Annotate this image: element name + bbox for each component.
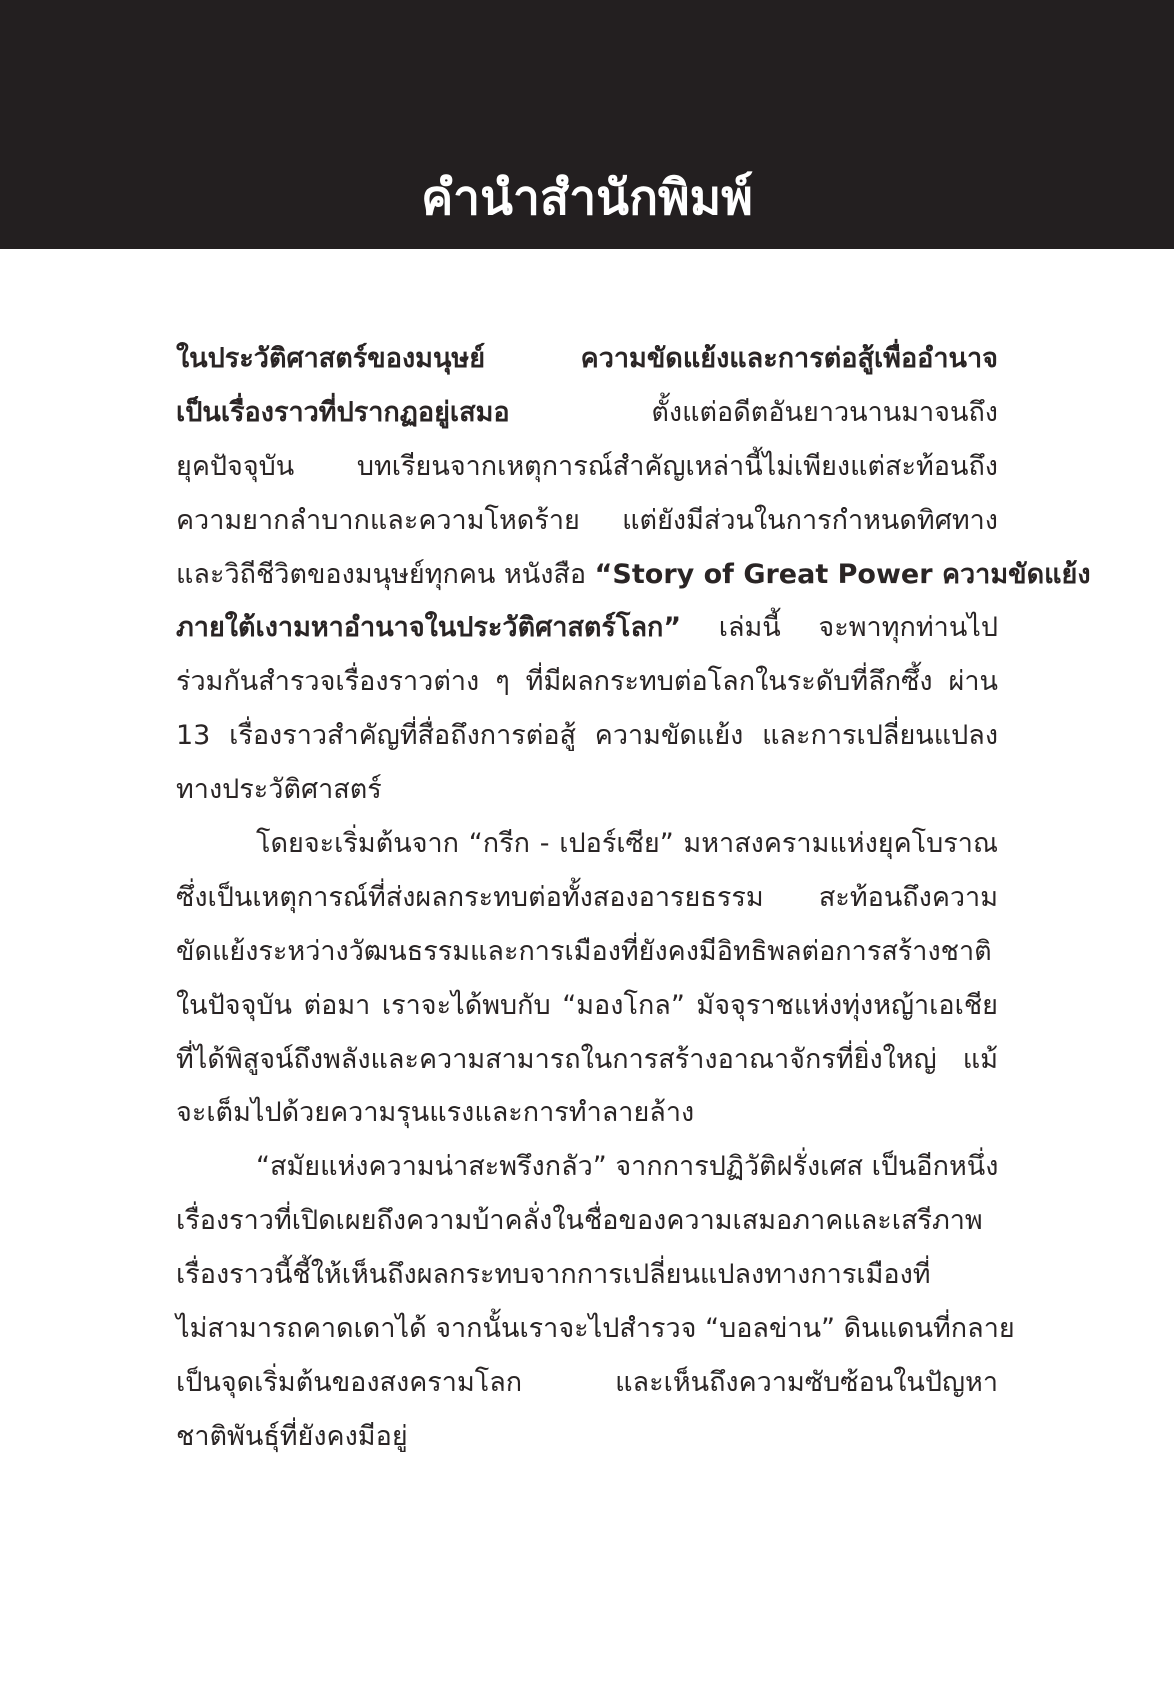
text-line [176,440,998,494]
paragraph [176,1140,1015,1463]
text-run: ชาติพันธุ์ที่ยังคงมีอยู่ [176,1420,408,1452]
text-run: ความยากลำบากและความโหดร้าย แต่ยังมีส่วนในการกำหนดทิศทาง [176,504,998,536]
text-run: และวิถีชีวิตของมนุษย์ทุกคน หนังสือ [176,558,595,590]
text-run: เป็นจุดเริ่มต้นของสงครามโลก และเห็นถึงความซับซ้อนในปัญหา [176,1366,998,1398]
paragraph [176,817,998,1140]
text-line [176,332,998,386]
text-line [176,1140,998,1194]
text-run: เล่มนี้ จะพาทุกท่านไป [681,612,998,644]
text-line [176,1194,998,1248]
text-run: ในปัจจุบัน ต่อมา เราจะได้พบกับ “มองโกล” มัจจุราชแห่งทุ่งหญ้าเอเชีย [176,989,998,1021]
text-line [176,763,998,817]
bold-text-run: ภายใต้เงามหาอำนาจในประวัติศาสตร์โลก” [176,612,682,644]
text-line [176,925,998,979]
text-run: ยุคปัจจุบัน บทเรียนจากเหตุการณ์สำคัญเหล่านี้ไม่เพียงแต่สะท้อนถึง [176,450,998,482]
text-run: เรื่องราวนี้ชี้ให้เห็นถึงผลกระทบจากการเปลี่ยนแปลงทางการเมืองที่ [176,1259,931,1291]
text-run: “สมัยแห่งความน่าสะพรึงกลัว” จากการปฏิวัติฝรั่งเศส เป็นอีกหนึ่ง [256,1151,999,1183]
bold-text-run: เป็นเรื่องราวที่ปรากฏอยู่เสมอ [176,396,510,428]
text-run: ทางประวัติศาสตร์ [176,774,382,806]
text-line [176,709,998,763]
text-line [176,1356,998,1410]
paragraph [176,332,1091,817]
text-line [176,871,998,925]
text-run: ขัดแย้งระหว่างวัฒนธรรมและการเมืองที่ยังคงมีอิทธิพลต่อการสร้างชาติ [176,935,992,967]
bold-text-run: ในประวัติศาสตร์ของมนุษย์ ความขัดแย้งและการต่อสู้เพื่ออำนาจ [176,343,998,374]
bold-text-run: “Story of Great Power ความขัดแย้ง [594,558,1091,590]
text-line [176,1248,998,1302]
text-line [176,1086,998,1140]
text-run: โดยจะเริ่มต้นจาก “กรีก - เปอร์เซีย” มหาสงครามแห่งยุคโบราณ [256,828,998,860]
text-run: จะเต็มไปด้วยความรุนแรงและการทำลายล้าง [176,1097,695,1129]
text-run: ซึ่งเป็นเหตุการณ์ที่ส่งผลกระทบต่อทั้งสองอารยธรรม สะท้อนถึงความ [176,881,998,913]
text-line [176,386,998,440]
text-line [176,1033,998,1087]
text-line [176,1302,1015,1356]
text-run: 13 เรื่องราวสำคัญที่สื่อถึงการต่อสู้ ความขัดแย้ง และการเปลี่ยนแปลง [176,720,998,752]
text-line [176,1410,998,1464]
text-run: ตั้งแต่อดีตอันยาวนานมาจนถึง [509,396,998,428]
header-band [0,0,1174,249]
text-run: ที่ได้พิสูจน์ถึงพลังและความสามารถในการสร้างอาณาจักรที่ยิ่งใหญ่ แม้ [176,1043,998,1075]
text-run: ร่วมกันสำรวจเรื่องราวต่าง ๆ ที่มีผลกระทบต่อโลกในระดับที่ลึกซึ้ง ผ่าน [176,666,998,698]
text-line [176,548,1091,602]
text-line [176,655,998,709]
text-line [176,817,998,871]
text-line [176,979,998,1033]
page-title: คำนำสำนักพิมพ์ [421,170,753,226]
text-run: เรื่องราวที่เปิดเผยถึงความบ้าคลั่งในชื่อของความเสมอภาคและเสรีภาพ [176,1205,983,1237]
text-line [176,601,998,655]
body-text [176,332,1091,1464]
text-line [176,494,998,548]
text-run: ไม่สามารถคาดเดาได้ จากนั้นเราจะไปสำรวจ “บอลข่าน” ดินแดนที่กลาย [176,1313,1015,1345]
